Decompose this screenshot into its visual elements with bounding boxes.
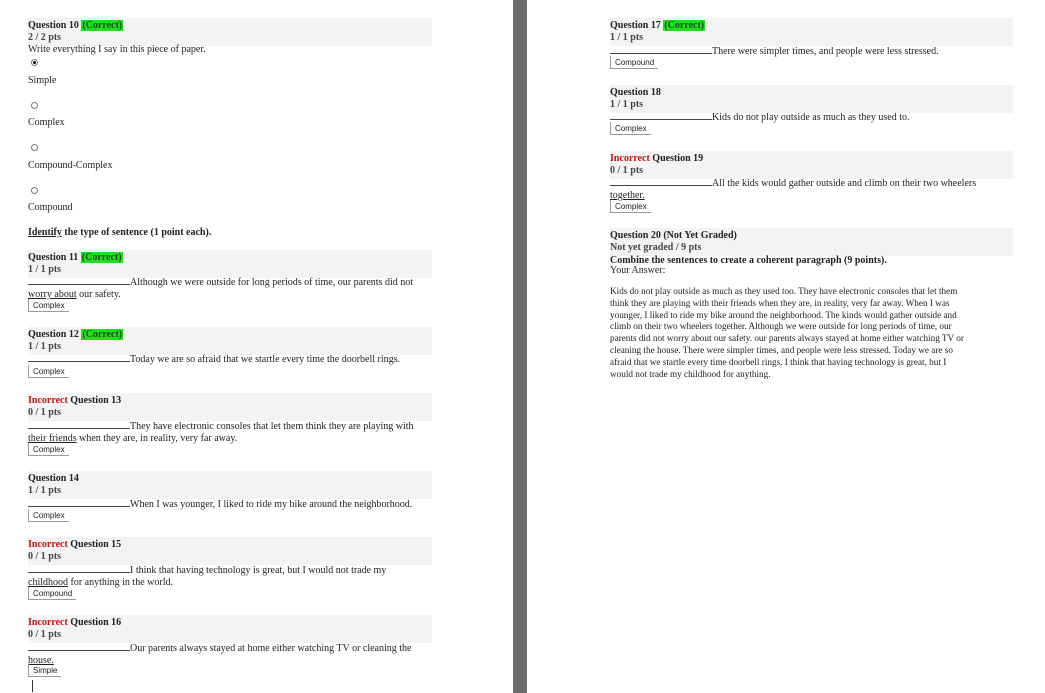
essay-line: climb on their two wheelers together. Although we were outside for long periods of time, our [610, 321, 952, 332]
answer-dropdown[interactable]: Simple [28, 664, 61, 677]
question-18-sentence [610, 110, 1013, 124]
points: 0 / 1 pts [28, 629, 62, 640]
question-title: Question 18 [610, 87, 661, 98]
correct-badge: (Correct) [664, 20, 705, 31]
question-10-header [28, 18, 432, 46]
sentence-text: All the kids would gather outside and climb on their two wheelers [712, 178, 977, 189]
incorrect-label: Incorrect [28, 617, 68, 628]
question-15-sentence [28, 563, 432, 589]
question-title: Question 12 [28, 329, 79, 340]
question-title: Question 11 [28, 252, 79, 263]
sentence-text: They have electronic consoles that let them think they are playing with [130, 421, 414, 432]
question-15-header [28, 537, 432, 565]
sentence-text: our safety. [76, 289, 121, 300]
sentence-text: Kids do not play outside as much as they used to. [712, 112, 910, 123]
question-12-sentence [28, 352, 432, 366]
essay-answer [610, 286, 1013, 380]
answer-dropdown[interactable]: Compound [28, 587, 76, 600]
left-page [0, 0, 513, 693]
question-18-header [610, 85, 1013, 113]
answer-blank [610, 176, 712, 186]
essay-line: think they are playing with their friends when they are, in reality, very far away. When I was [610, 297, 950, 308]
answer-blank [28, 497, 130, 507]
question-17-sentence [610, 44, 1013, 58]
points: 1 / 1 pts [28, 485, 62, 496]
question-11-sentence [28, 275, 432, 301]
option-label: Simple [28, 75, 57, 86]
radio-complex[interactable] [31, 102, 38, 109]
sentence-text: house. [28, 655, 54, 666]
question-19-header [610, 151, 1013, 179]
text-cursor [32, 680, 33, 692]
question-14-sentence [28, 497, 432, 511]
sentence-text: When I was younger, I liked to ride my bike around the neighborhood. [130, 499, 413, 510]
answer-blank [28, 275, 130, 285]
radio-compound[interactable] [31, 187, 38, 194]
question-title: Question 16 [67, 617, 122, 628]
answer-dropdown[interactable]: Complex [610, 122, 651, 135]
sentence-text: when they are, in reality, very far away. [76, 433, 238, 444]
section-instruction [28, 226, 211, 239]
question-title: Question 20 (Not Yet Graded) [610, 230, 737, 241]
question-19-sentence [610, 176, 1013, 202]
question-13-sentence [28, 419, 432, 445]
question-11-header [28, 250, 432, 278]
sentence-text: Our parents always stayed at home either watching TV or cleaning the [130, 643, 412, 654]
answer-blank [28, 563, 130, 573]
essay-line: younger, I liked to ride my bike around the neighborhood. The kinds would gather outside and [610, 309, 957, 320]
essay-line: cleaning the house. There were simpler times, and people were less stressed. Today we are so [610, 344, 953, 355]
correct-badge: (Correct) [81, 252, 122, 263]
sentence-text: I think that having technology is great, but I would not trade my [130, 565, 387, 576]
incorrect-label: Incorrect [28, 395, 68, 406]
radio-compound-complex[interactable] [31, 144, 38, 151]
points: 1 / 1 pts [610, 32, 644, 43]
question-title: Question 17 [610, 20, 661, 31]
page-divider [513, 0, 527, 693]
points: 2 / 2 pts [28, 32, 62, 43]
incorrect-label: Incorrect [28, 539, 68, 550]
answer-blank [610, 44, 712, 54]
instruction-first-word: Identify [28, 227, 62, 238]
question-14-header [28, 471, 432, 499]
answer-dropdown[interactable]: Complex [610, 200, 651, 213]
sentence-text: childhood [28, 577, 68, 588]
answer-dropdown[interactable]: Complex [28, 299, 69, 312]
question-title: Question 19 [649, 153, 704, 164]
points: 0 / 1 pts [28, 551, 62, 562]
essay-line: parents did not worry about our safety. our parents always stayed at home either watching TV or [610, 333, 964, 344]
instruction-text: the type of sentence (1 point each). [61, 227, 212, 238]
essay-line: afraid that we startle every time doorbell rings. I think that having technology is great, but I [610, 356, 947, 367]
essay-line: Kids do not play outside as much as they used too. They have electronic consoles that let them [610, 286, 958, 296]
question-13-header [28, 393, 432, 421]
sentence-text: worry about [28, 289, 77, 300]
question-17-header [610, 18, 1013, 46]
question-title: Question 15 [67, 539, 122, 550]
question-16-header [28, 615, 432, 643]
your-answer-label: Your Answer: [610, 265, 666, 276]
option-label: Compound-Complex [28, 160, 113, 171]
points: 1 / 1 pts [28, 264, 62, 275]
points: 0 / 1 pts [610, 165, 644, 176]
answer-dropdown[interactable]: Complex [28, 443, 69, 456]
question-title: Question 14 [28, 473, 79, 484]
question-20-header [610, 228, 1013, 256]
sentence-text: Although we were outside for long periods of time, our parents did not [130, 277, 413, 288]
correct-badge: (Correct) [82, 329, 123, 340]
essay-line: would not trade my childhood for anything. [610, 368, 771, 379]
question-16-sentence [28, 641, 432, 667]
sentence-text: There were simpler times, and people were less stressed. [712, 46, 939, 57]
question-title: Question 10 [28, 20, 79, 31]
answer-blank [28, 419, 130, 429]
answer-blank [28, 641, 130, 651]
answer-dropdown[interactable]: Complex [28, 365, 69, 378]
question-20-prompt: Combine the sentences to create a coherent paragraph (9 points). [610, 255, 887, 266]
answer-blank [610, 110, 712, 120]
answer-blank [28, 352, 130, 362]
answer-dropdown[interactable]: Complex [28, 509, 69, 522]
radio-simple[interactable] [31, 59, 38, 66]
correct-badge: (Correct) [82, 20, 123, 31]
question-12-header [28, 327, 432, 355]
option-label: Compound [28, 202, 73, 213]
sentence-text: Today we are so afraid that we startle every time the doorbell rings. [130, 354, 401, 365]
sentence-text: together. [610, 190, 645, 201]
points: 1 / 1 pts [610, 99, 644, 110]
sentence-text: their friends [28, 433, 77, 444]
incorrect-label: Incorrect [610, 153, 650, 164]
points: 0 / 1 pts [28, 407, 62, 418]
points: Not yet graded / 9 pts [610, 242, 702, 253]
sentence-text: for anything in the world. [68, 577, 173, 588]
answer-dropdown[interactable]: Compound [610, 56, 658, 69]
question-title: Question 13 [67, 395, 122, 406]
question-10-prompt: Write everything I say in this piece of paper. [28, 44, 206, 55]
right-page [527, 0, 1045, 693]
points: 1 / 1 pts [28, 341, 62, 352]
option-label: Complex [28, 117, 65, 128]
